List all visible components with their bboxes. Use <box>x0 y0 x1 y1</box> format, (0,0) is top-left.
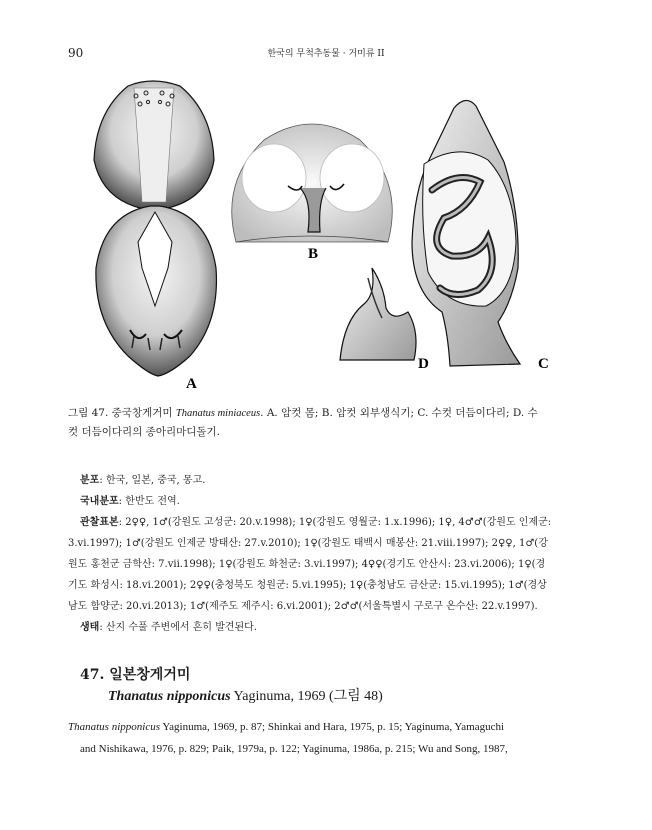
korean-distribution-line <box>68 491 576 512</box>
caption-species: Thanatus miniaceus <box>175 408 261 419</box>
figure-caption <box>68 404 576 442</box>
ecology-text: : 산지 수풀 주변에서 흔히 발견된다. <box>99 622 258 633</box>
korean-distribution-label: 국내분포 <box>80 496 119 507</box>
references-line-1 <box>68 716 576 738</box>
specimens-line-3: 원도 홍천군 금학산: 7.vii.1998); 1♀(강원도 화천군: 3.vi.1997); 4♀♀(경기도 안산시: 23.vi.2006); 1♀(경 <box>68 559 546 570</box>
synonymy-references <box>68 716 576 760</box>
distribution-line <box>68 470 576 491</box>
caption-prefix: 그림 47. 중국창게거미 <box>68 407 176 419</box>
specimens-line-5: 남도 함양군: 20.vi.2013); 1♂(제주도 제주시: 6.vi.2001); 2♂♂(서울특별시 구로구 온수산: 22.v.1997). <box>68 601 538 612</box>
caption-rest: . A. 암컷 몸; B. 암컷 외부생식기; C. 수컷 더듬이다리; D. 수 <box>260 407 538 419</box>
caption-line-2: 컷 더듬이다리의 종아리마디돌기. <box>68 426 221 438</box>
species-info <box>68 470 576 638</box>
specimens-text-1: : 2♀♀, 1♂(강원도 고성군: 20.v.1998); 1♀(강원도 영월군: 1.x.1996); 1♀, 4♂♂(강원도 인제군: <box>118 517 552 528</box>
drawing-female-body <box>94 81 216 392</box>
ecology-label: 생태 <box>80 622 100 633</box>
references-species-name: Thanatus nipponicus <box>68 721 160 733</box>
distribution-text: : 한국, 일본, 중국, 몽고. <box>99 475 206 486</box>
references-text-1: Yaginuma, 1969, p. 87; Shinkai and Hara, 1975, p. 15; Yaginuma, Yamaguchi <box>159 721 505 733</box>
specimens-line-4: 기도 화성시: 18.vi.2001); 2♀♀(충청북도 청원군: 5.vi.1995); 1♀(충청남도 금산군: 15.vi.1995); 1♂(경상 <box>68 580 547 591</box>
figure-illustration <box>68 72 572 392</box>
figure-47 <box>68 72 572 392</box>
specimens-line-2: 3.vi.1997); 1♂(강원도 인제군 방태산: 27.v.2010); 1♀(강원도 태백시 매봉산: 21.viii.1997); 2♀♀, 1♂(강 <box>68 538 548 549</box>
drawing-tibial-apophysis <box>340 268 429 372</box>
figure-label-c: C <box>538 356 549 372</box>
specimens-label: 관찰표본 <box>80 517 119 528</box>
korean-distribution-text: : 한반도 전역. <box>118 496 180 507</box>
ecology-line <box>68 617 576 638</box>
references-line-2: and Nishikawa, 1976, p. 829; Paik, 1979a, p. 122; Yaginuma, 1986a, p. 215; Wu and Song, 1987, <box>80 743 508 755</box>
figure-label-a: A <box>186 376 197 392</box>
drawing-male-palp <box>412 100 549 372</box>
specimens-line-1 <box>68 512 576 533</box>
distribution-label: 분포 <box>80 475 100 486</box>
drawing-epigyne <box>232 124 393 262</box>
species-heading: 47. 일본창게거미 <box>80 667 191 683</box>
species-scientific-line <box>108 685 383 705</box>
figure-label-b: B <box>308 246 319 262</box>
species-scientific-name: Thanatus nipponicus <box>108 689 231 704</box>
species-authority: Yaginuma, 1969 (그림 48) <box>230 689 383 704</box>
figure-label-d: D <box>418 356 429 372</box>
page-number: 90 <box>68 46 84 60</box>
running-title: 한국의 무척추동물 · 거미류 II <box>267 49 385 59</box>
